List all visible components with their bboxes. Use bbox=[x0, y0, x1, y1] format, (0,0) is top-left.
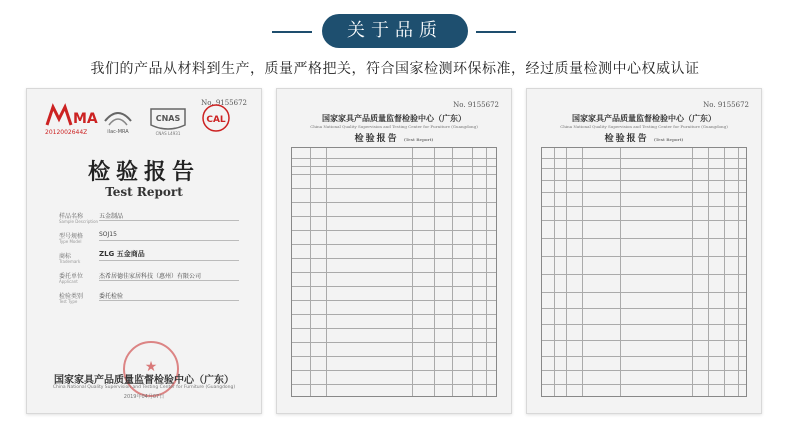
table-row-line bbox=[542, 274, 746, 275]
report-serial: No. 9155672 bbox=[703, 101, 749, 109]
cnas-id-text: CNAS L4931 bbox=[155, 131, 181, 136]
field-label: 型号规格 bbox=[59, 233, 84, 240]
cma-logo-text: MA bbox=[73, 111, 98, 127]
report-subtitle: Test Report bbox=[105, 185, 183, 199]
table-row-line bbox=[292, 230, 496, 231]
ilac-logo-text: ilac-MRA bbox=[107, 129, 129, 135]
page-org-en: China National Quality Supervision and Testing Center for Furniture (Guangdong) bbox=[310, 124, 478, 129]
table-row-line bbox=[542, 292, 746, 293]
field-value: SOJ15 bbox=[99, 231, 117, 238]
cnas-logo-text: CNAS bbox=[155, 114, 181, 123]
table-row-line bbox=[292, 286, 496, 287]
table-row-line bbox=[542, 324, 746, 325]
issuing-org-en: China National Quality Supervision and Testing Center for Furniture (Guangdong) bbox=[52, 385, 236, 390]
field-applicant bbox=[59, 271, 239, 291]
table-row-line bbox=[292, 216, 496, 217]
table-col-line bbox=[708, 148, 709, 396]
table-row-line bbox=[292, 328, 496, 329]
field-trademark bbox=[59, 251, 239, 271]
table-row-line bbox=[542, 180, 746, 181]
table-col-line bbox=[310, 148, 311, 396]
accreditation-logos bbox=[45, 103, 235, 143]
field-label-en: Trademark bbox=[59, 259, 81, 264]
ilac-mra-logo bbox=[101, 103, 135, 137]
table-col-line bbox=[724, 148, 725, 396]
table-row-line bbox=[542, 308, 746, 309]
cal-logo-text: CAL bbox=[206, 115, 226, 125]
table-col-line bbox=[566, 148, 567, 396]
table-row-line bbox=[292, 244, 496, 245]
table-row-line bbox=[542, 370, 746, 371]
table-row-line bbox=[292, 174, 496, 175]
table-row-line bbox=[292, 356, 496, 357]
header-rule-right bbox=[476, 31, 516, 33]
table-row-line bbox=[292, 314, 496, 315]
results-table bbox=[291, 147, 497, 397]
field-label-en: Type Model bbox=[59, 239, 82, 244]
cma-logo bbox=[45, 103, 98, 136]
table-row-line bbox=[542, 384, 746, 385]
table-row-line bbox=[292, 272, 496, 273]
table-row-line bbox=[292, 300, 496, 301]
table-row-line bbox=[542, 206, 746, 207]
table-col-line bbox=[472, 148, 473, 396]
table-row-line bbox=[292, 188, 496, 189]
table-row-line bbox=[542, 168, 746, 169]
table-row-line bbox=[542, 256, 746, 257]
table-row-line bbox=[542, 158, 746, 159]
section-header bbox=[0, 14, 790, 48]
table-col-line bbox=[692, 148, 693, 396]
header-rule-left bbox=[272, 31, 312, 33]
issue-date: 2019年04月07日 bbox=[123, 394, 165, 400]
field-label-en: Applicant bbox=[59, 279, 78, 284]
table-col-line bbox=[554, 148, 555, 396]
field-model bbox=[59, 231, 239, 251]
page-report-title-cn: 检验报告 bbox=[354, 134, 399, 144]
page-org: 国家家具产品质量监督检验中心（广东） bbox=[322, 113, 466, 123]
field-value: 委托检验 bbox=[99, 293, 124, 300]
report-fields bbox=[59, 211, 239, 311]
table-row-line bbox=[292, 258, 496, 259]
section-title: 关于品质 bbox=[322, 14, 468, 48]
field-test-type bbox=[59, 291, 239, 311]
report-title: 检验报告 bbox=[87, 159, 200, 185]
page-report-title-en: (Test Report) bbox=[403, 137, 434, 142]
field-label-en: Sample Description bbox=[59, 219, 99, 224]
field-label: 商标 bbox=[59, 253, 72, 260]
field-value: 五金制品 bbox=[99, 213, 124, 220]
results-table bbox=[541, 147, 747, 397]
field-label: 委托单位 bbox=[59, 273, 84, 280]
table-row-line bbox=[542, 192, 746, 193]
page-report-title bbox=[527, 131, 761, 144]
stamp-star-icon: ★ bbox=[144, 359, 158, 375]
table-row-line bbox=[542, 220, 746, 221]
table-col-line bbox=[452, 148, 453, 396]
field-value: 杰希居德佳家居科技（惠州）有限公司 bbox=[99, 273, 202, 280]
table-row-line bbox=[292, 158, 496, 159]
cma-number: 2012002644Z bbox=[45, 129, 88, 136]
page-report-title bbox=[277, 131, 511, 144]
section-subtitle: 我们的产品从材料到生产，质量严格把关，符合国家检测环保标准，经过质量检测中心权威认证 bbox=[90, 61, 700, 77]
page-report-title-en: (Test Report) bbox=[653, 137, 684, 142]
table-col-line bbox=[486, 148, 487, 396]
table-col-line bbox=[434, 148, 435, 396]
test-report-cover bbox=[26, 88, 262, 414]
cnas-logo bbox=[145, 103, 191, 137]
field-label: 样品名称 bbox=[59, 213, 84, 220]
table-col-line bbox=[582, 148, 583, 396]
page-org-en: China National Quality Supervision and Testing Center for Furniture (Guangdong) bbox=[560, 124, 728, 129]
table-col-line bbox=[620, 148, 621, 396]
field-label-en: Test Type bbox=[59, 299, 78, 304]
table-row-line bbox=[542, 238, 746, 239]
table-col-line bbox=[326, 148, 327, 396]
table-col-line bbox=[412, 148, 413, 396]
page-org: 国家家具产品质量监督检验中心（广东） bbox=[572, 113, 716, 123]
cal-logo bbox=[201, 103, 231, 133]
table-row-line bbox=[292, 370, 496, 371]
table-row-line bbox=[292, 202, 496, 203]
table-row-line bbox=[542, 340, 746, 341]
report-serial: No. 9155672 bbox=[201, 99, 247, 107]
table-row-line bbox=[292, 384, 496, 385]
table-col-line bbox=[738, 148, 739, 396]
brand-mark: ZLG 五金商品 bbox=[99, 250, 145, 258]
report-serial: No. 9155672 bbox=[453, 101, 499, 109]
issuing-org: 国家家具产品质量监督检验中心（广东） bbox=[54, 375, 234, 386]
page-report-title-cn: 检验报告 bbox=[604, 134, 649, 144]
field-sample bbox=[59, 211, 239, 231]
test-report-page-2 bbox=[276, 88, 512, 414]
table-row-line bbox=[292, 342, 496, 343]
test-report-page-3 bbox=[526, 88, 762, 414]
table-row-line bbox=[542, 356, 746, 357]
table-row-line bbox=[292, 166, 496, 167]
field-label: 检验类别 bbox=[59, 293, 84, 300]
